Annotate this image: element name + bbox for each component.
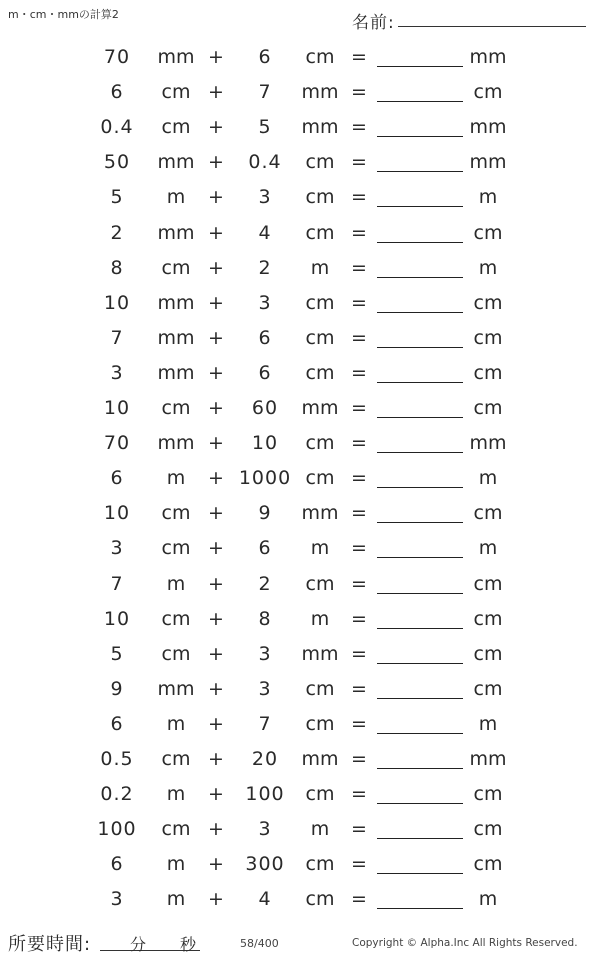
problem-row: [0, 222, 600, 257]
plus-sign: +: [208, 888, 224, 911]
first-unit: mm: [157, 432, 195, 455]
answer-unit: cm: [473, 502, 503, 525]
answer-unit: mm: [469, 151, 507, 174]
equals-sign: =: [351, 572, 367, 595]
second-value: 9: [258, 502, 272, 525]
problem-row: [0, 327, 600, 362]
second-value: 2: [258, 256, 272, 279]
answer-unit: cm: [473, 783, 503, 806]
first-unit: mm: [157, 326, 195, 349]
answer-blank[interactable]: [377, 908, 463, 909]
problem-row: [0, 432, 600, 467]
second-value: 3: [258, 818, 272, 841]
second-unit: m: [310, 256, 330, 279]
first-value: 10: [103, 607, 131, 630]
problem-row: [0, 678, 600, 713]
plus-sign: +: [208, 291, 224, 314]
second-value: 7: [258, 712, 272, 735]
first-unit: cm: [161, 81, 191, 104]
first-unit: m: [166, 888, 186, 911]
answer-unit: m: [478, 537, 498, 560]
problem-row: [0, 643, 600, 678]
equals-sign: =: [351, 502, 367, 525]
second-value: 3: [258, 677, 272, 700]
first-unit: cm: [161, 256, 191, 279]
second-unit: cm: [305, 46, 335, 68]
answer-unit: cm: [473, 81, 503, 104]
equals-sign: =: [351, 607, 367, 630]
first-value: 10: [103, 397, 131, 419]
equals-sign: =: [351, 256, 367, 279]
second-value: 6: [258, 361, 272, 384]
plus-sign: +: [208, 818, 224, 841]
plus-sign: +: [208, 467, 224, 490]
first-value: 3: [110, 888, 124, 911]
second-value: 100: [245, 783, 285, 806]
answer-blank[interactable]: [377, 206, 463, 207]
problem-row: [0, 116, 600, 151]
problem-row: [0, 502, 600, 537]
answer-unit: m: [478, 186, 498, 209]
answer-blank[interactable]: [377, 277, 463, 278]
equals-sign: =: [351, 81, 367, 104]
first-value: 8: [110, 256, 124, 279]
plus-sign: +: [208, 256, 224, 279]
second-value: 6: [258, 326, 272, 349]
problem-row: [0, 81, 600, 116]
problem-row: [0, 818, 600, 853]
second-unit: cm: [305, 853, 335, 876]
problem-row: [0, 573, 600, 608]
second-unit: cm: [305, 677, 335, 700]
seconds-label: 秒: [180, 935, 197, 954]
answer-blank[interactable]: [377, 101, 463, 102]
first-unit: cm: [161, 607, 191, 630]
answer-unit: cm: [473, 642, 503, 665]
first-unit: mm: [157, 151, 195, 174]
equals-sign: =: [351, 818, 367, 841]
answer-blank[interactable]: [377, 347, 463, 348]
worksheet-title: m・cm・mmの計算2: [8, 8, 119, 21]
first-value: 9: [110, 677, 124, 700]
answer-blank[interactable]: [377, 557, 463, 558]
first-value: 3: [110, 361, 124, 384]
first-value: 5: [110, 642, 124, 665]
equals-sign: =: [351, 642, 367, 665]
equals-sign: =: [351, 432, 367, 455]
answer-blank[interactable]: [377, 733, 463, 734]
equals-sign: =: [351, 361, 367, 384]
time-label: 所要時間:: [8, 934, 92, 955]
first-unit: m: [166, 572, 186, 595]
second-value: 7: [258, 81, 272, 104]
plus-sign: +: [208, 397, 224, 419]
plus-sign: +: [208, 46, 224, 68]
second-unit: mm: [301, 397, 339, 419]
answer-unit: cm: [473, 677, 503, 700]
plus-sign: +: [208, 432, 224, 455]
equals-sign: =: [351, 712, 367, 735]
name-label: 名前:: [352, 13, 395, 33]
answer-blank[interactable]: [377, 136, 463, 137]
problem-row: [0, 537, 600, 572]
second-unit: cm: [305, 221, 335, 244]
second-unit: cm: [305, 291, 335, 314]
answer-unit: m: [478, 888, 498, 911]
equals-sign: =: [351, 326, 367, 349]
answer-blank[interactable]: [377, 593, 463, 594]
plus-sign: +: [208, 502, 224, 525]
answer-blank[interactable]: [377, 663, 463, 664]
plus-sign: +: [208, 572, 224, 595]
second-value: 3: [258, 291, 272, 314]
second-value: 10: [251, 432, 279, 455]
first-value: 50: [103, 151, 131, 174]
plus-sign: +: [208, 677, 224, 700]
second-unit: m: [310, 818, 330, 841]
answer-unit: m: [478, 467, 498, 490]
second-value: 0.4: [248, 151, 282, 174]
problem-row: [0, 292, 600, 327]
second-unit: m: [310, 607, 330, 630]
answer-unit: cm: [473, 361, 503, 384]
problem-row: [0, 888, 600, 923]
first-unit: cm: [161, 537, 191, 560]
answer-unit: cm: [473, 291, 503, 314]
second-unit: mm: [301, 502, 339, 525]
problem-row: [0, 186, 600, 221]
first-value: 100: [97, 818, 137, 841]
first-value: 6: [110, 712, 124, 735]
first-unit: m: [166, 467, 186, 490]
first-value: 10: [103, 502, 131, 525]
first-value: 2: [110, 221, 124, 244]
second-unit: mm: [301, 116, 339, 139]
answer-blank[interactable]: [377, 242, 463, 243]
plus-sign: +: [208, 186, 224, 209]
first-unit: m: [166, 186, 186, 209]
first-unit: cm: [161, 502, 191, 525]
first-value: 6: [110, 81, 124, 104]
answer-unit: cm: [473, 572, 503, 595]
answer-unit: cm: [473, 607, 503, 630]
answer-blank[interactable]: [377, 171, 463, 172]
answer-unit: cm: [473, 853, 503, 876]
second-value: 3: [258, 186, 272, 209]
plus-sign: +: [208, 537, 224, 560]
equals-sign: =: [351, 151, 367, 174]
answer-blank[interactable]: [377, 768, 463, 769]
first-value: 10: [103, 291, 131, 314]
first-value: 6: [110, 467, 124, 490]
plus-sign: +: [208, 221, 224, 244]
plus-sign: +: [208, 151, 224, 174]
answer-unit: m: [478, 256, 498, 279]
second-value: 2: [258, 572, 272, 595]
equals-sign: =: [351, 748, 367, 770]
first-unit: cm: [161, 818, 191, 841]
equals-sign: =: [351, 46, 367, 68]
plus-sign: +: [208, 783, 224, 806]
first-unit: cm: [161, 748, 191, 770]
first-unit: mm: [157, 46, 195, 68]
answer-blank[interactable]: [377, 382, 463, 383]
answer-blank[interactable]: [377, 522, 463, 523]
plus-sign: +: [208, 642, 224, 665]
equals-sign: =: [351, 853, 367, 876]
answer-unit: mm: [469, 46, 507, 68]
answer-blank[interactable]: [377, 698, 463, 699]
second-unit: cm: [305, 361, 335, 384]
second-unit: cm: [305, 888, 335, 911]
second-value: 4: [258, 888, 272, 911]
problem-row: [0, 608, 600, 643]
first-unit: cm: [161, 642, 191, 665]
second-value: 5: [258, 116, 272, 139]
equals-sign: =: [351, 291, 367, 314]
first-value: 7: [110, 326, 124, 349]
answer-unit: m: [478, 712, 498, 735]
answer-blank[interactable]: [377, 873, 463, 874]
first-value: 7: [110, 572, 124, 595]
first-unit: cm: [161, 397, 191, 419]
second-unit: cm: [305, 712, 335, 735]
first-value: 3: [110, 537, 124, 560]
equals-sign: =: [351, 537, 367, 560]
problem-row: [0, 783, 600, 818]
second-value: 300: [245, 853, 285, 876]
equals-sign: =: [351, 467, 367, 490]
first-unit: m: [166, 712, 186, 735]
copyright: Copyright © Alpha.Inc All Rights Reserved.: [352, 937, 578, 949]
first-value: 0.4: [100, 116, 134, 139]
answer-unit: cm: [473, 397, 503, 419]
first-value: 70: [103, 432, 131, 455]
minutes-label: 分: [130, 935, 147, 954]
answer-blank[interactable]: [377, 417, 463, 418]
problem-row: [0, 397, 600, 432]
second-value: 8: [258, 607, 272, 630]
first-value: 70: [103, 46, 131, 68]
problem-row: [0, 362, 600, 397]
equals-sign: =: [351, 677, 367, 700]
answer-unit: mm: [469, 432, 507, 455]
problem-row: [0, 467, 600, 502]
equals-sign: =: [351, 783, 367, 806]
answer-blank[interactable]: [377, 66, 463, 67]
answer-blank[interactable]: [377, 312, 463, 313]
plus-sign: +: [208, 853, 224, 876]
equals-sign: =: [351, 397, 367, 419]
plus-sign: +: [208, 712, 224, 735]
answer-blank[interactable]: [377, 803, 463, 804]
plus-sign: +: [208, 748, 224, 770]
first-unit: mm: [157, 221, 195, 244]
second-value: 20: [251, 748, 279, 770]
problem-row: [0, 46, 600, 81]
plus-sign: +: [208, 361, 224, 384]
second-unit: cm: [305, 467, 335, 490]
problem-row: [0, 151, 600, 186]
first-unit: cm: [161, 116, 191, 139]
second-unit: mm: [301, 642, 339, 665]
name-line[interactable]: [398, 26, 586, 27]
first-unit: mm: [157, 677, 195, 700]
equals-sign: =: [351, 888, 367, 911]
first-unit: m: [166, 853, 186, 876]
problem-row: [0, 853, 600, 888]
second-unit: cm: [305, 432, 335, 455]
problem-row: [0, 713, 600, 748]
second-value: 6: [258, 46, 272, 68]
first-value: 0.5: [100, 748, 134, 770]
answer-blank[interactable]: [377, 487, 463, 488]
second-unit: cm: [305, 151, 335, 174]
second-unit: mm: [301, 81, 339, 104]
first-unit: m: [166, 783, 186, 806]
second-value: 6: [258, 537, 272, 560]
second-unit: m: [310, 537, 330, 560]
first-unit: mm: [157, 291, 195, 314]
first-value: 6: [110, 853, 124, 876]
first-value: 5: [110, 186, 124, 209]
answer-unit: mm: [469, 748, 507, 770]
second-unit: mm: [301, 748, 339, 770]
answer-blank[interactable]: [377, 838, 463, 839]
plus-sign: +: [208, 116, 224, 139]
first-unit: mm: [157, 361, 195, 384]
equals-sign: =: [351, 116, 367, 139]
answer-unit: cm: [473, 221, 503, 244]
plus-sign: +: [208, 81, 224, 104]
second-value: 1000: [238, 467, 292, 490]
answer-unit: mm: [469, 116, 507, 139]
second-value: 4: [258, 221, 272, 244]
second-value: 60: [251, 397, 279, 419]
answer-blank[interactable]: [377, 452, 463, 453]
equals-sign: =: [351, 221, 367, 244]
problem-row: [0, 257, 600, 292]
first-value: 0.2: [100, 783, 134, 806]
plus-sign: +: [208, 607, 224, 630]
second-unit: cm: [305, 326, 335, 349]
problem-row: [0, 748, 600, 783]
answer-unit: cm: [473, 326, 503, 349]
answer-blank[interactable]: [377, 628, 463, 629]
equals-sign: =: [351, 186, 367, 209]
second-unit: cm: [305, 186, 335, 209]
second-value: 3: [258, 642, 272, 665]
plus-sign: +: [208, 326, 224, 349]
page-number: 58/400: [240, 937, 279, 950]
second-unit: cm: [305, 572, 335, 595]
second-unit: cm: [305, 783, 335, 806]
answer-unit: cm: [473, 818, 503, 841]
